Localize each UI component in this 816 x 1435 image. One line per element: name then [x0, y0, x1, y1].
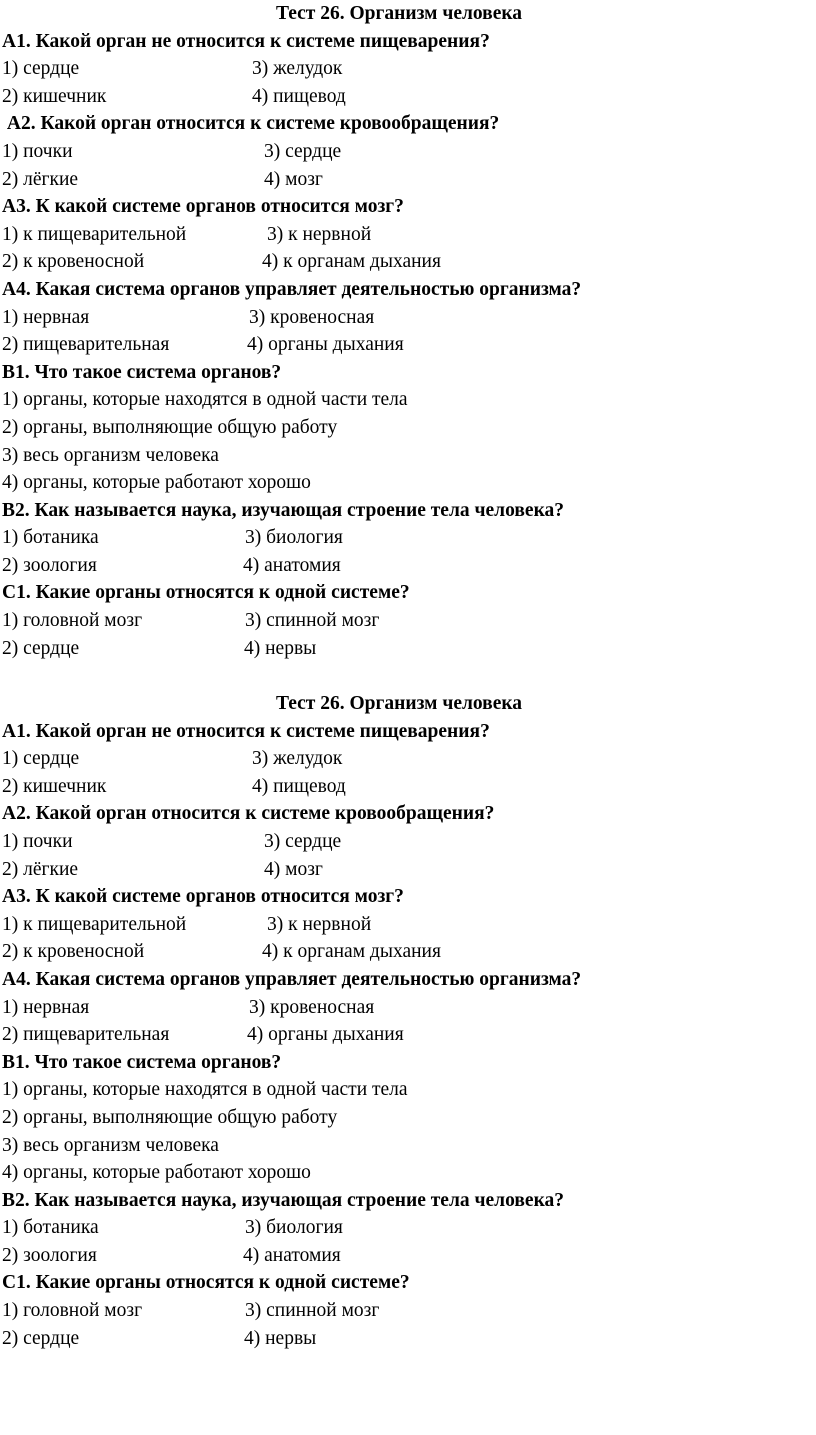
- option-3: 3) к нервной: [267, 223, 372, 245]
- option-2: 2) лёгкие: [2, 858, 79, 880]
- option-3: 3) весь организм человека: [2, 1134, 219, 1156]
- option-2: 2) зоология: [2, 554, 97, 576]
- question-a3: А3. К какой системе органов относится мозг?: [2, 196, 404, 218]
- option-2: 2) органы, выполняющие общую работу: [2, 1106, 338, 1128]
- option-1: 1) головной мозг: [2, 610, 143, 632]
- question-a4: А4. Какая система органов управляет деятельностью организма?: [2, 278, 582, 300]
- question-a3: А3. К какой системе органов относится мозг?: [2, 886, 404, 908]
- option-4: 4) анатомия: [243, 1244, 341, 1266]
- test-sheet: [0, 0, 816, 662]
- option-row: [0, 607, 816, 635]
- option-row: [0, 1214, 816, 1242]
- option-2: 2) лёгкие: [2, 168, 79, 190]
- option-row: [0, 635, 816, 663]
- option-2: 2) сердце: [2, 637, 80, 659]
- option-2: 2) кишечник: [2, 85, 107, 107]
- option-1: 1) головной мозг: [2, 1300, 143, 1322]
- test-title: Тест 26. Организм человека: [276, 693, 523, 714]
- option-row: [0, 524, 816, 552]
- option-2: 2) к кровеносной: [2, 941, 145, 963]
- option-row: [0, 828, 816, 856]
- option-1: 1) нервная: [2, 306, 90, 328]
- option-row: [0, 552, 816, 580]
- test-sheet: [0, 690, 816, 1352]
- option-row: [0, 773, 816, 801]
- option-3: 3) кровеносная: [249, 306, 375, 328]
- test-title: Тест 26. Организм человека: [276, 3, 523, 24]
- option-2: 2) к кровеносной: [2, 251, 145, 273]
- option-row: [0, 938, 816, 966]
- option-1: 1) почки: [2, 830, 73, 852]
- option-3: 3) спинной мозг: [245, 1300, 380, 1322]
- option-1: 1) ботаника: [2, 1217, 99, 1239]
- option-row: [0, 166, 816, 194]
- question-a1: А1. Какой орган не относится к системе пищеварения?: [2, 720, 490, 742]
- option-4: 4) органы, которые работают хорошо: [2, 1162, 311, 1184]
- option-row: [0, 1297, 816, 1325]
- option-1: 1) к пищеварительной: [2, 223, 187, 245]
- option-row: [0, 55, 816, 83]
- option-4: 4) нервы: [244, 1327, 317, 1349]
- option-3: 3) спинной мозг: [245, 610, 380, 632]
- option-2: 2) зоология: [2, 1244, 97, 1266]
- option-3: 3) биология: [245, 527, 343, 549]
- question-a2: А2. Какой орган относится к системе кровообращения?: [2, 803, 495, 825]
- option-3: 3) сердце: [264, 830, 342, 852]
- question-a1: А1. Какой орган не относится к системе пищеварения?: [2, 30, 490, 52]
- option-row: [0, 856, 816, 884]
- option-3: 3) желудок: [252, 58, 343, 80]
- option-4: 4) органы, которые работают хорошо: [2, 472, 311, 494]
- option-row: [0, 221, 816, 249]
- option-1: 1) органы, которые находятся в одной части тела: [2, 1079, 408, 1101]
- option-4: 4) органы дыхания: [247, 1024, 404, 1046]
- option-row: [0, 248, 816, 276]
- option-2: 2) пищеварительная: [2, 334, 170, 356]
- option-3: 3) желудок: [252, 748, 343, 770]
- question-c1: С1. Какие органы относятся к одной системе?: [2, 582, 410, 604]
- option-3: 3) кровеносная: [249, 996, 375, 1018]
- option-4: 4) пищевод: [252, 775, 346, 797]
- option-4: 4) мозг: [264, 168, 323, 190]
- option-row: [0, 138, 816, 166]
- option-1: 1) почки: [2, 140, 73, 162]
- option-4: 4) мозг: [264, 858, 323, 880]
- option-1: 1) ботаника: [2, 527, 99, 549]
- option-3: 3) к нервной: [267, 913, 372, 935]
- option-1: 1) сердце: [2, 58, 80, 80]
- option-2: 2) органы, выполняющие общую работу: [2, 416, 338, 438]
- option-row: [0, 304, 816, 332]
- option-2: 2) пищеварительная: [2, 1024, 170, 1046]
- option-2: 2) кишечник: [2, 775, 107, 797]
- option-row: [0, 83, 816, 111]
- option-4: 4) анатомия: [243, 554, 341, 576]
- question-a4: А4. Какая система органов управляет деятельностью организма?: [2, 968, 582, 990]
- option-4: 4) нервы: [244, 637, 317, 659]
- option-4: 4) пищевод: [252, 85, 346, 107]
- option-row: [0, 911, 816, 939]
- option-row: [0, 1021, 816, 1049]
- option-4: 4) к органам дыхания: [262, 941, 441, 963]
- option-2: 2) сердце: [2, 1327, 80, 1349]
- option-row: [0, 1325, 816, 1353]
- option-row: [0, 745, 816, 773]
- option-row: [0, 331, 816, 359]
- option-row: [0, 1242, 816, 1270]
- option-row: [0, 994, 816, 1022]
- question-c1: С1. Какие органы относятся к одной системе?: [2, 1272, 410, 1294]
- option-3: 3) сердце: [264, 140, 342, 162]
- option-1: 1) к пищеварительной: [2, 913, 187, 935]
- option-1: 1) нервная: [2, 996, 90, 1018]
- option-1: 1) органы, которые находятся в одной части тела: [2, 389, 408, 411]
- option-3: 3) весь организм человека: [2, 444, 219, 466]
- question-b1: В1. Что такое система органов?: [2, 1051, 282, 1073]
- question-b2: В2. Как называется наука, изучающая строение тела человека?: [2, 1189, 565, 1211]
- option-3: 3) биология: [245, 1217, 343, 1239]
- question-b1: В1. Что такое система органов?: [2, 361, 282, 383]
- question-b2: В2. Как называется наука, изучающая строение тела человека?: [2, 499, 565, 521]
- option-1: 1) сердце: [2, 748, 80, 770]
- option-4: 4) органы дыхания: [247, 334, 404, 356]
- question-a2: А2. Какой орган относится к системе кровообращения?: [2, 113, 500, 135]
- option-4: 4) к органам дыхания: [262, 251, 441, 273]
